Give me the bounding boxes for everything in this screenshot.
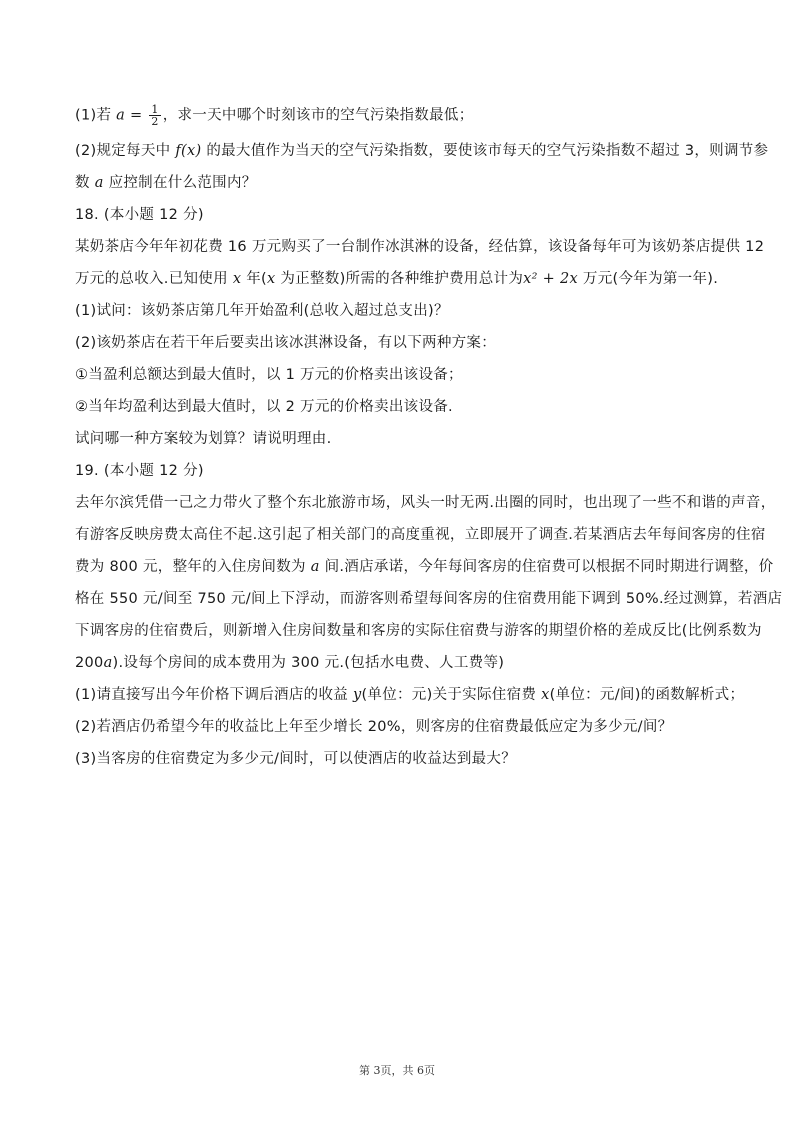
q19-part3: (3)当客房的住宿费定为多少元/间时，可以使酒店的收益达到最大？ (75, 751, 517, 767)
q19-stem-line4: 格在 550 元/间至 750 元/间上下浮动，而游客则希望每间客房的住宿费用能下调到 50%.经过测算，若酒店 (75, 591, 783, 607)
q19-stem-line2: 有游客反映房费太高住不起.这引起了相关部门的高度重视，立即展开了调查.若某酒店去年每间客房的住宿 (75, 527, 766, 543)
document-page (75, 103, 783, 781)
q18-question: 试问哪一种方案较为划算？请说明理由. (75, 431, 332, 447)
q18-stem-line2: 万元的总收入.已知使用 x 年(x 为正整数)所需的各种维护费用总计为x² + 2x 万元(今年为第一年). (75, 271, 719, 287)
q19-stem-line5: 下调客房的住宿费后，则新增入住房间数量和客房的实际住宿费与游客的期望价格的差成反比(比例系数为 (75, 623, 762, 639)
fraction: $\frac{1}{2}$ (151, 103, 159, 128)
q18-option1: ①当盈利总额达到最大值时，以 1 万元的价格卖出该设备； (75, 367, 463, 383)
page-footer: 第 3页，共 6页 (359, 1064, 435, 1077)
q17-part2-line1: (2)规定每天中 f(x) 的最大值作为当天的空气污染指数，要使该市每天的空气污染指数不超过 3，则调节参 (75, 143, 769, 159)
q17-part1: (1)若 a = $\frac{1}{2}$ ，求一天中哪个时刻该市的空气污染指数最低； (75, 103, 474, 128)
q19-part1: (1)请直接写出今年价格下调后酒店的收益 y(单位：元)关于实际住宿费 x(单位：元/间)的函数解析式； (75, 687, 745, 703)
q18-part2: (2)该奶茶店在若干年后要卖出该冰淇淋设备，有以下两种方案： (75, 335, 497, 351)
q18-header: 18. (本小题 12 分) (75, 207, 204, 223)
q18-part1: (1)试问：该奶茶店第几年开始盈利(总收入超过总支出)？ (75, 303, 449, 319)
q18-stem-line1: 某奶茶店今年年初花费 16 万元购买了一台制作冰淇淋的设备，经估算，该设备每年可为该奶茶店提供 12 (75, 239, 765, 255)
q19-part2: (2)若酒店仍希望今年的收益比上年至少增长 20%，则客房的住宿费最低应定为多少元/间？ (75, 719, 673, 735)
q19-stem-line6: 200a).设每个房间的成本费用为 300 元.(包括水电费、人工费等) (75, 655, 505, 671)
q19-stem-line1: 去年尔滨凭借一己之力带火了整个东北旅游市场，风头一时无两.出圈的同时，也出现了一些不和谐的声音， (75, 495, 776, 511)
q19-header: 19. (本小题 12 分) (75, 463, 204, 479)
q18-option2: ②当年均盈利达到最大值时，以 2 万元的价格卖出该设备. (75, 399, 453, 415)
q19-stem-line3: 费为 800 元，整年的入住房间数为 a 间.酒店承诺，今年每间客房的住宿费可以根据不同时期进行调整，价 (75, 559, 774, 575)
q17-part2-line2: 数 a 应控制在什么范围内？ (75, 175, 257, 191)
